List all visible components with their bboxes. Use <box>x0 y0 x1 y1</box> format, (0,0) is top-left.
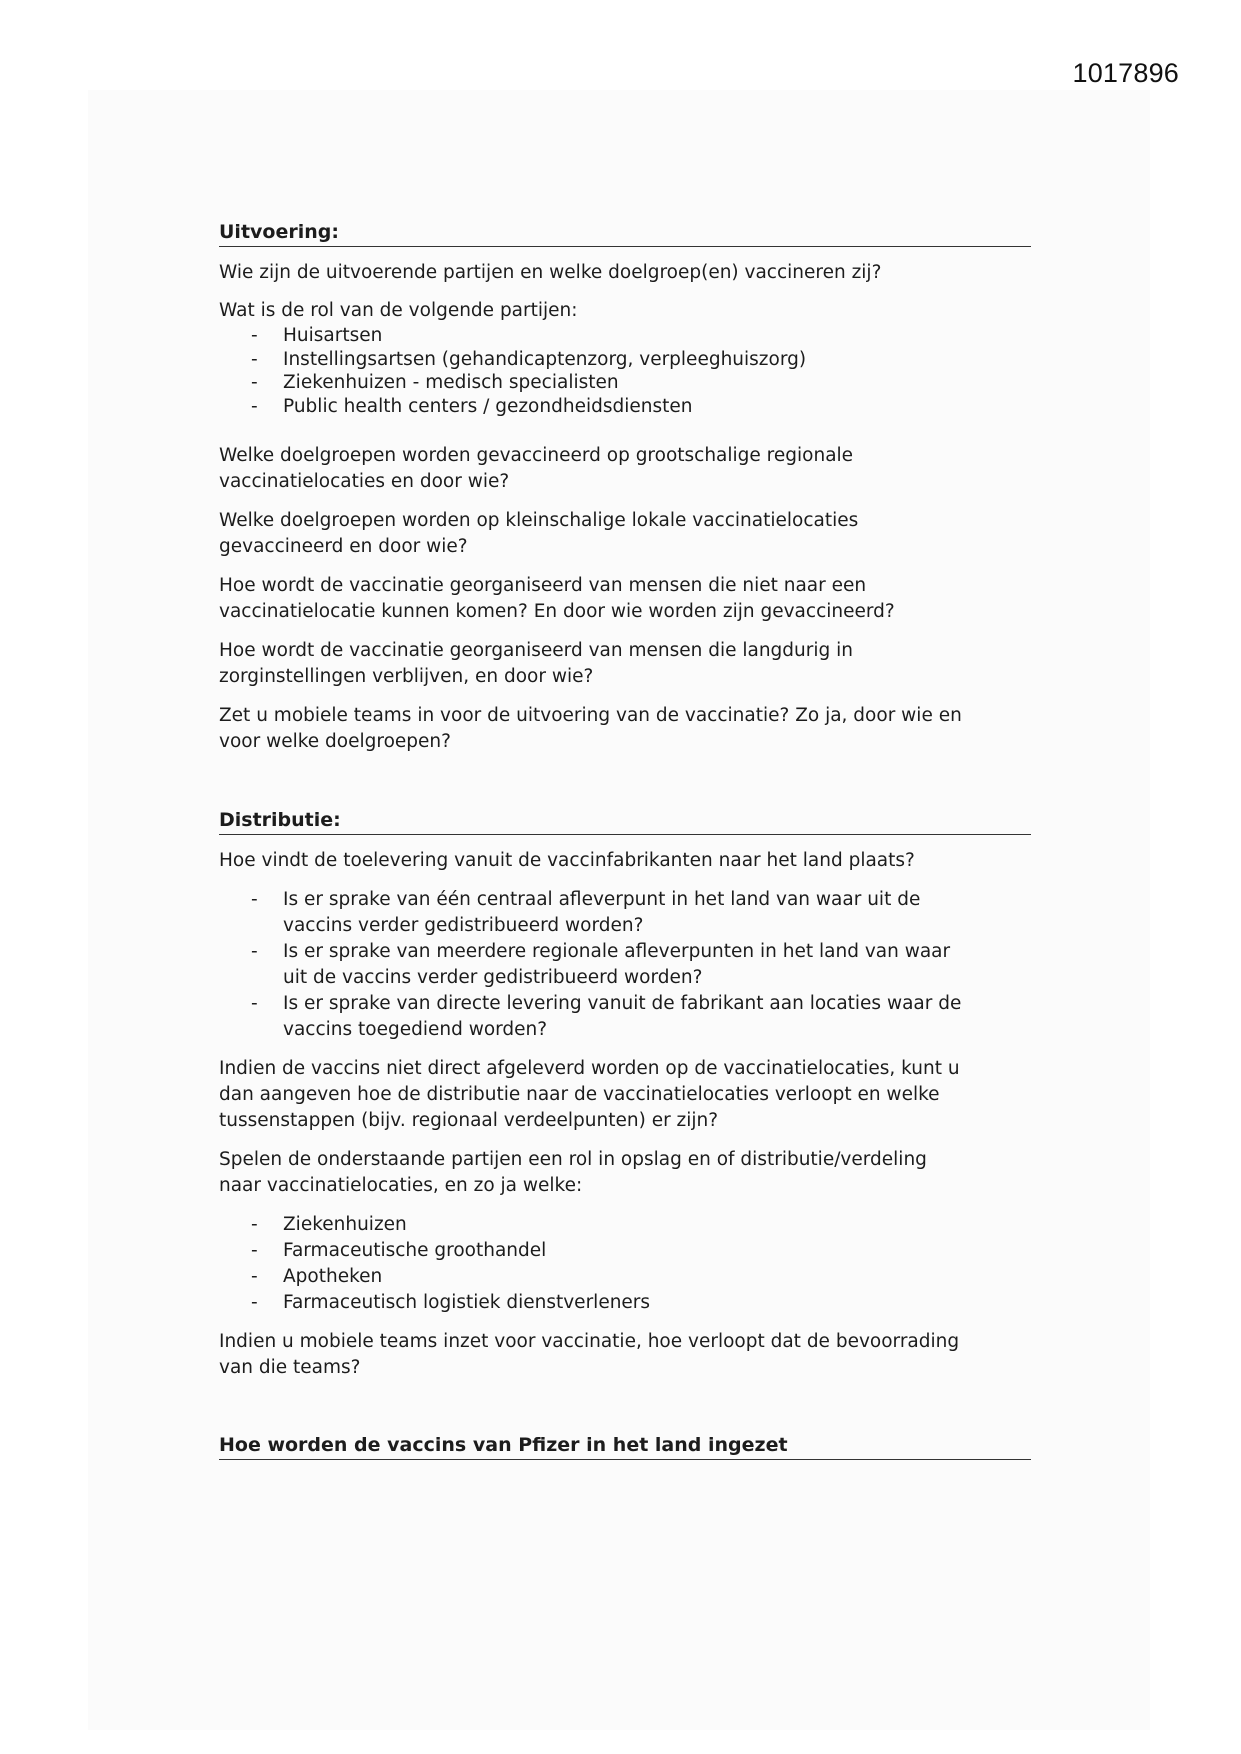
list-item: - Public health centers / gezondheidsdiensten <box>251 395 693 417</box>
question-distribution-steps: Indien de vaccins niet direct afgeleverd worden op de vaccinatielocaties, kunt u dan aangeven hoe de distributie naar de vaccinatielocaties verloopt en welke tussenstappen (bijv. regionaal verdeelpunten) er zijn? <box>219 1058 960 1131</box>
list-item: - Is er sprake van één centraal afleverpunt in het land van waar uit de vaccins verder gedistribueerd worden? <box>251 889 921 936</box>
list-item: - Apotheken <box>251 1266 383 1287</box>
question-storage-parties: Spelen de onderstaande partijen een rol in opslag en of distributie/verdeling naar vaccinatielocaties, en zo ja welke: <box>219 1149 927 1196</box>
question-parties: Wie zijn de uitvoerende partijen en welke doelgroep(en) vaccineren zij? <box>219 262 882 283</box>
question-immobile: Hoe wordt de vaccinatie georganiseerd van mensen die niet naar een vaccinatielocatie kunnen komen? En door wie worden zijn gevaccineerd? <box>219 575 895 622</box>
list-item: - Huisartsen <box>251 325 383 346</box>
list-item: - Instellingsartsen (gehandicaptenzorg, verpleeghuiszorg) <box>251 348 807 370</box>
list-item: - Is er sprake van directe levering vanuit de fabrikant aan locaties waar de vaccins toegediend worden? <box>251 993 962 1040</box>
document-body <box>219 219 1031 1460</box>
section-heading-distributie: Distributie: <box>219 807 1031 835</box>
question-large-scale: Welke doelgroepen worden gevaccineerd op grootschalige regionale vaccinatielocaties en door wie? <box>219 445 854 492</box>
delivery-options-list <box>219 887 1031 1043</box>
question-delivery: Hoe vindt de toelevering vanuit de vaccinfabrikanten naar het land plaats? <box>219 850 915 871</box>
list-item: - Farmaceutisch logistiek dienstverleners <box>251 1292 651 1313</box>
list-item: - Farmaceutische groothandel <box>251 1240 547 1261</box>
list-item: - Ziekenhuizen <box>251 1214 407 1235</box>
question-small-scale: Welke doelgroepen worden op kleinschalige lokale vaccinatielocaties gevaccineerd en door wie? <box>219 510 859 557</box>
section-heading-uitvoering: Uitvoering: <box>219 219 1031 247</box>
roles-list <box>219 324 1031 418</box>
section-heading-pfizer: Hoe worden de vaccins van Pfizer in het land ingezet <box>219 1432 1031 1460</box>
list-item: - Ziekenhuizen - medisch specialisten <box>251 372 619 393</box>
question-supply: Indien u mobiele teams inzet voor vaccinatie, hoe verloopt dat de bevoorrading van die teams? <box>219 1331 960 1378</box>
document-number: 1017896 <box>1072 58 1179 88</box>
question-mobile-teams: Zet u mobiele teams in voor de uitvoering van de vaccinatie? Zo ja, door wie en voor welke doelgroepen? <box>219 705 962 752</box>
question-roles: Wat is de rol van de volgende partijen: <box>219 300 578 321</box>
parties-list <box>219 1212 1031 1316</box>
list-item: - Is er sprake van meerdere regionale afleverpunten in het land van waar uit de vaccins verder gedistribueerd worden? <box>251 941 951 988</box>
question-care-institutions: Hoe wordt de vaccinatie georganiseerd van mensen die langdurig in zorginstellingen verblijven, en door wie? <box>219 640 854 687</box>
